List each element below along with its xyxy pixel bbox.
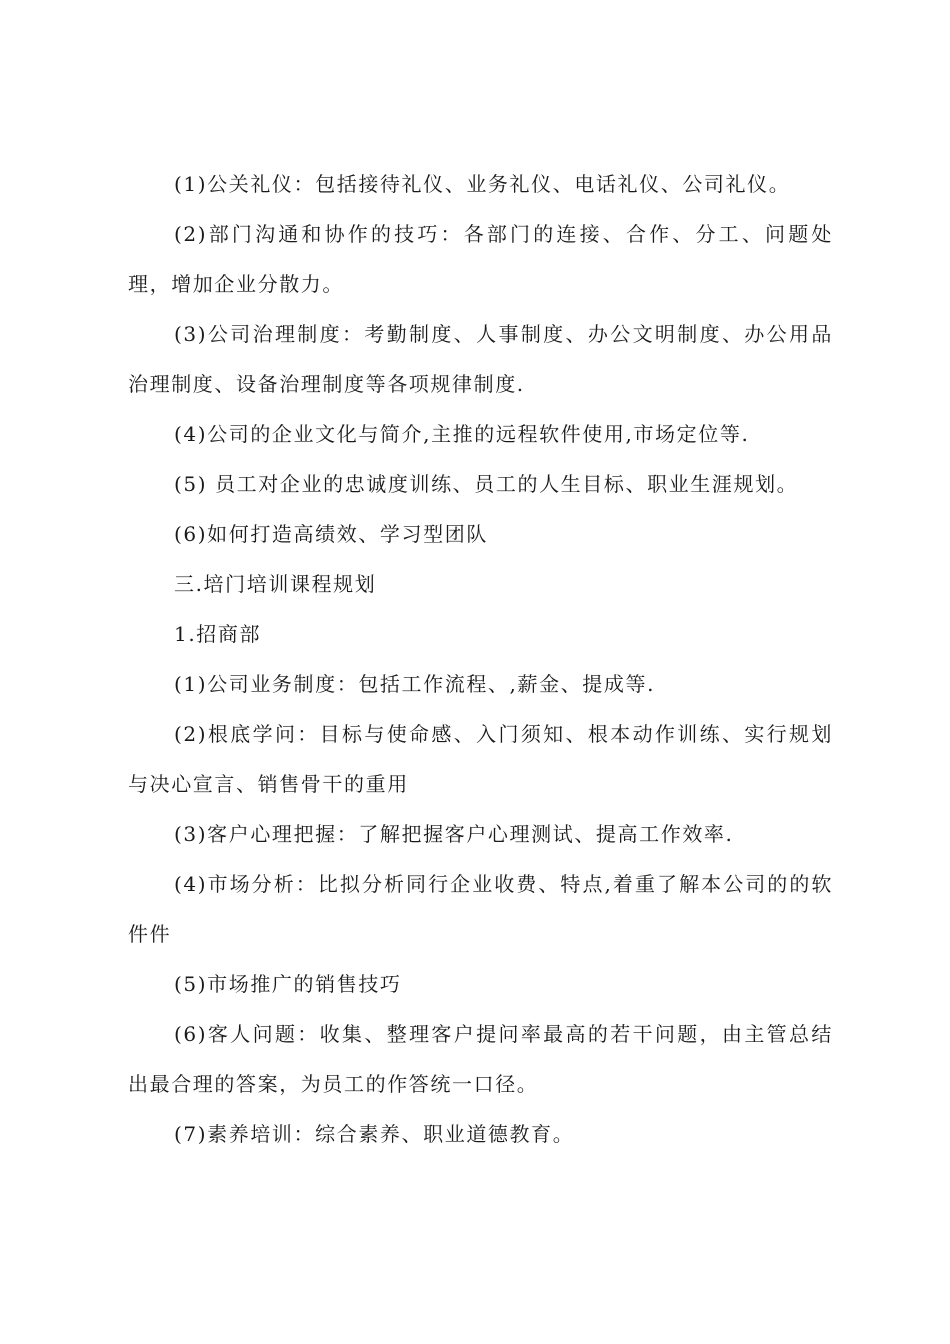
paragraph-customer-questions: (6)客人问题：收集、整理客户提问率最高的若干问题，由主管总结出最合理的答案，为员工的作答统一口径。 [128, 1022, 833, 1096]
paragraph-basic-knowledge: (2)根底学问：目标与使命感、入门须知、根本动作训练、实行规划与决心宣言、销售骨干的重用 [128, 722, 833, 796]
paragraph-corporate-culture: (4)公司的企业文化与简介,主推的远程软件使用,市场定位等. [174, 422, 750, 446]
paragraph-market-analysis: (4)市场分析：比拟分析同行企业收费、特点,着重了解本公司的的软件件 [128, 872, 833, 946]
paragraph-customer-psychology: (3)客户心理把握：了解把握客户心理测试、提高工作效率. [174, 822, 734, 846]
document-body [128, 159, 833, 1159]
paragraph-employee-loyalty: (5) 员工对企业的忠诚度训练、员工的人生目标、职业生涯规划。 [174, 472, 799, 496]
paragraph-business-rules: (1)公司业务制度：包括工作流程、,薪金、提成等. [174, 672, 656, 696]
paragraph-department-communication: (2)部门沟通和协作的技巧：各部门的连接、合作、分工、问题处理，增加企业分散力。 [128, 222, 833, 296]
paragraph-company-management-rules: (3)公司治理制度：考勤制度、人事制度、办公文明制度、办公用品治理制度、设备治理制度等各项规律制度. [128, 322, 833, 396]
paragraph-public-etiquette: (1)公关礼仪：包括接待礼仪、业务礼仪、电话礼仪、公司礼仪。 [174, 172, 791, 196]
paragraph-sales-skills: (5)市场推广的销售技巧 [174, 972, 402, 996]
section-heading-training-plan: 三.培门培训课程规划 [174, 572, 377, 596]
paragraph-high-performance-team: (6)如何打造高绩效、学习型团队 [174, 522, 488, 546]
paragraph-quality-training: (7)素养培训：综合素养、职业道德教育。 [174, 1122, 575, 1146]
subsection-heading-investment-dept: 1.招商部 [174, 622, 262, 646]
